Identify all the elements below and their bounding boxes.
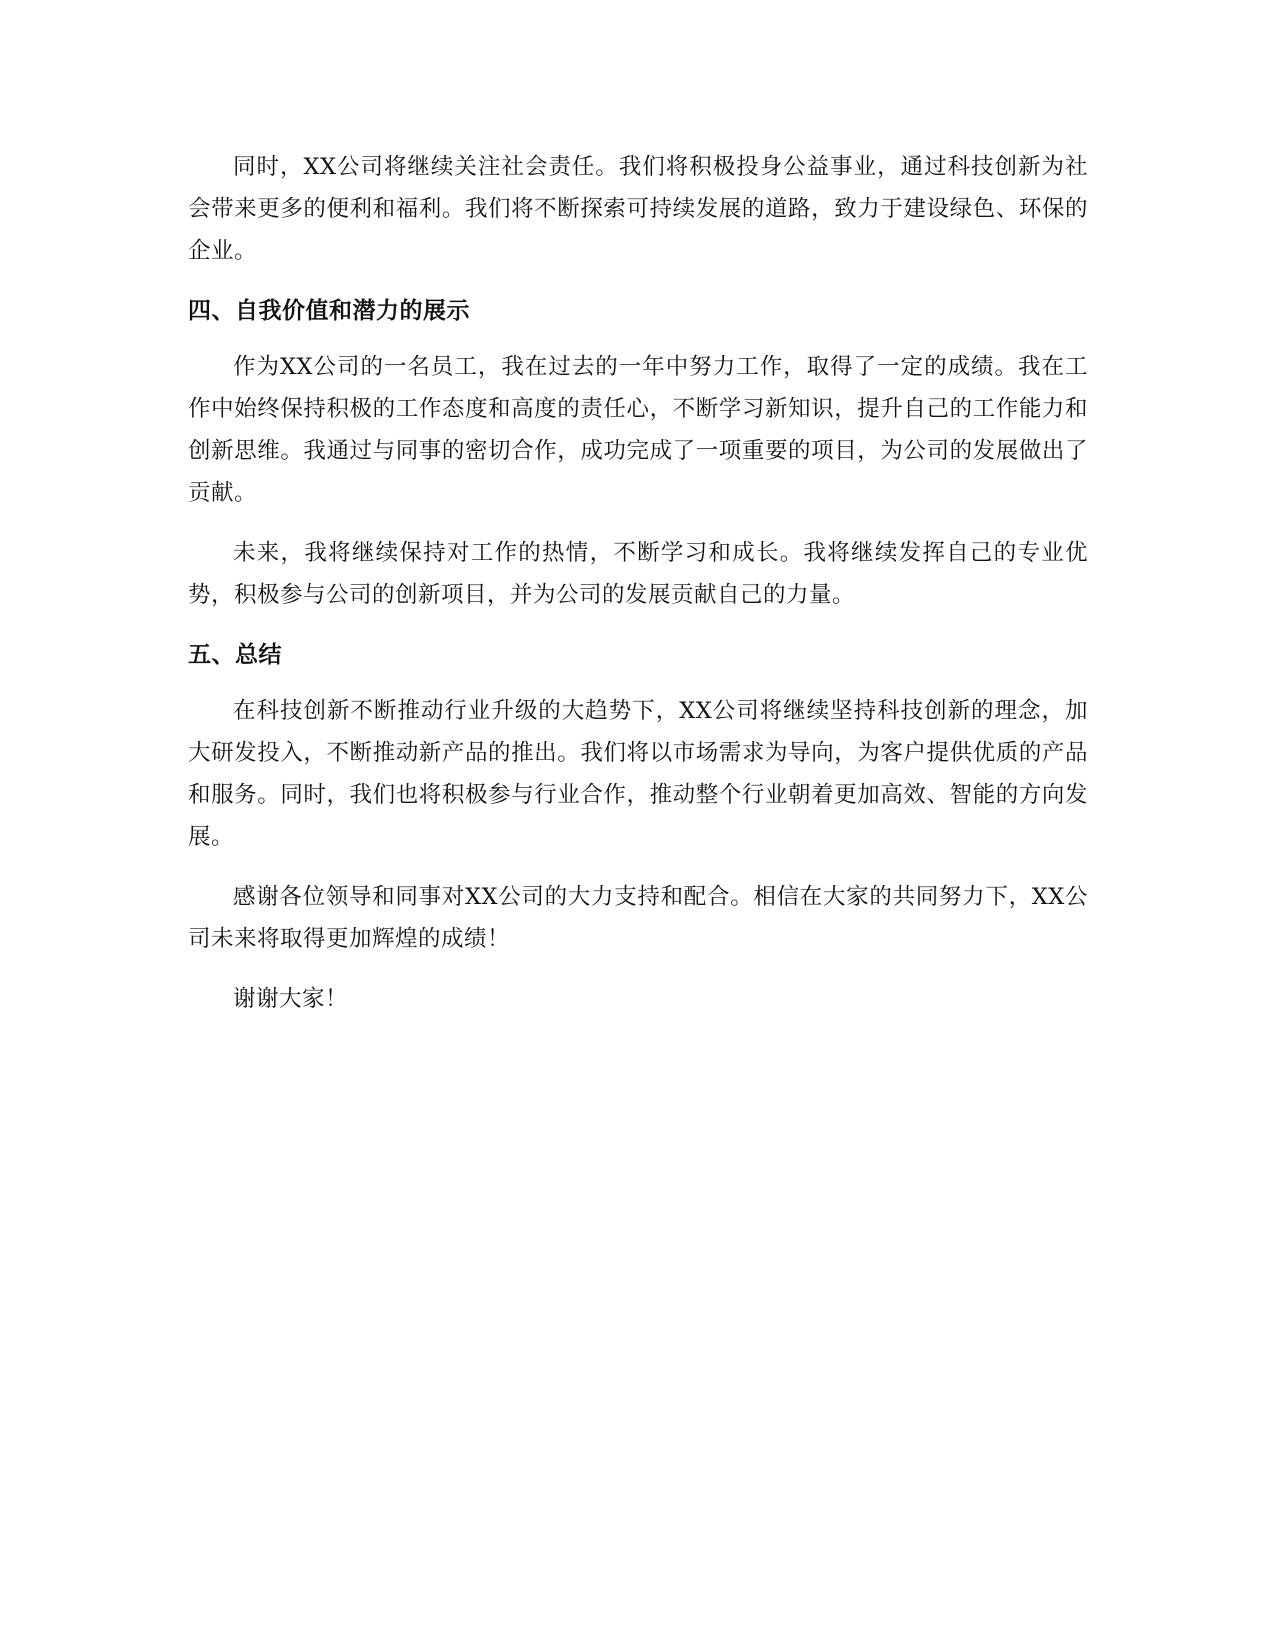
section-heading-summary: 五、总结 (188, 642, 282, 668)
section-heading-self-value: 四、自我价值和潜力的展示 (188, 298, 470, 324)
paragraph-employee-achievements: 作为XX公司的一名员工，我在过去的一年中努力工作，取得了一定的成绩。我在工作中始终保持积极的工作态度和高度的责任心，不断学习新知识，提升自己的工作能力和创新思维。我通过与同事的密切合作，成功完成了一项重要的项目，为公司的发展做出了贡献。 (188, 354, 1088, 506)
paragraph-summary: 在科技创新不断推动行业升级的大趋势下，XX公司将继续坚持科技创新的理念，加大研发投入，不断推动新产品的推出。我们将以市场需求为导向，为客户提供优质的产品和服务。同时，我们也将积极参与行业合作，推动整个行业朝着更加高效、智能的方向发展。 (188, 698, 1088, 850)
document-body (188, 146, 1088, 1038)
paragraph-social-responsibility: 同时，XX公司将继续关注社会责任。我们将积极投身公益事业，通过科技创新为社会带来更多的便利和福利。我们将不断探索可持续发展的道路，致力于建设绿色、环保的企业。 (188, 154, 1088, 264)
paragraph-closing: 谢谢大家！ (233, 986, 349, 1012)
paragraph-future-plans: 未来，我将继续保持对工作的热情，不断学习和成长。我将继续发挥自己的专业优势，积极参与公司的创新项目，并为公司的发展贡献自己的力量。 (188, 540, 1088, 608)
paragraph-thanks-support: 感谢各位领导和同事对XX公司的大力支持和配合。相信在大家的共同努力下，XX公司未来将取得更加辉煌的成绩！ (188, 884, 1088, 952)
